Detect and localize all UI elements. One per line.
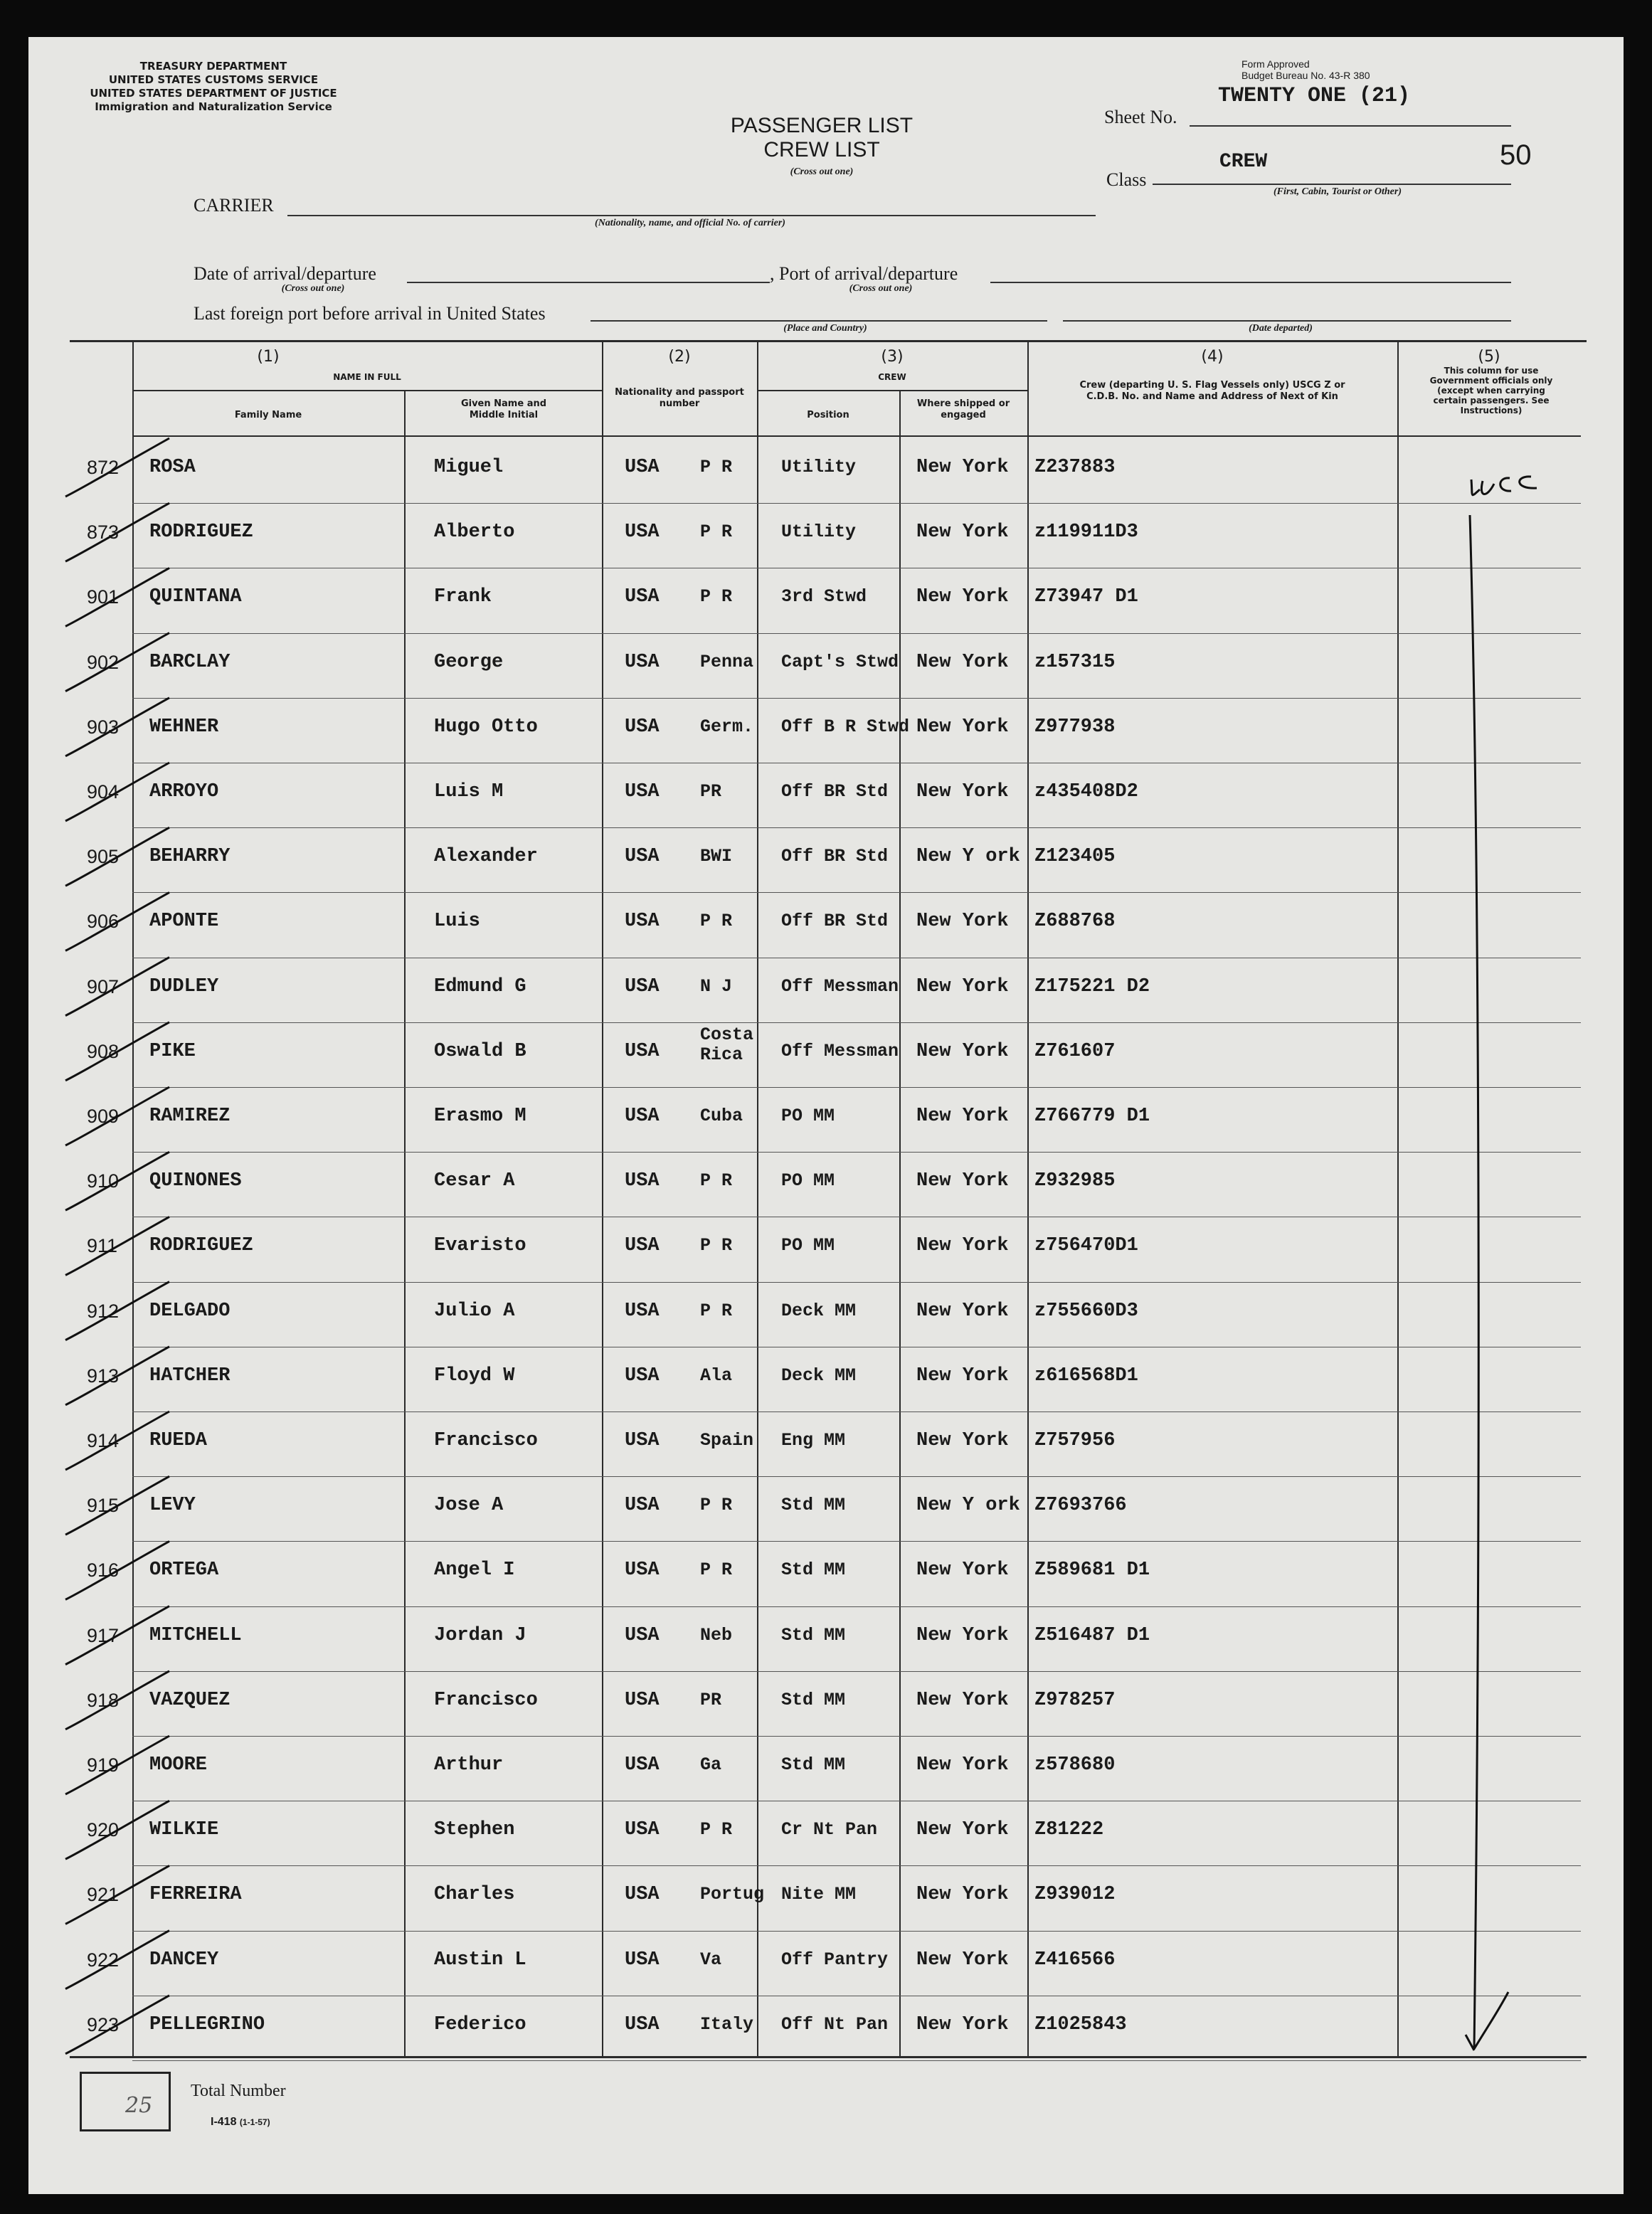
shipped-at: New Y ork <box>916 1495 1020 1517</box>
form-approved: Form Approved <box>1241 58 1310 70</box>
family-name: ARROYO <box>149 781 219 803</box>
crew-position: PO MM <box>781 1170 835 1192</box>
birthplace: Germ. <box>700 716 754 737</box>
family-name: WILKIE <box>149 1819 219 1841</box>
row-number: 910 <box>87 1170 120 1192</box>
date-note: (Cross out one) <box>281 283 345 294</box>
birthplace: Italy <box>700 2013 754 2035</box>
col1-title: NAME IN FULL <box>333 372 401 382</box>
z-number: Z757956 <box>1034 1430 1116 1451</box>
birthplace: P R <box>700 1300 733 1321</box>
family-name: FERREIRA <box>149 1884 242 1906</box>
birthplace: PR <box>700 781 722 802</box>
family-name: QUINTANA <box>149 586 242 608</box>
row-check-mark <box>65 1541 169 1599</box>
dept-line-3: UNITED STATES DEPARTMENT OF JUSTICE <box>90 87 337 100</box>
birthplace: P R <box>700 521 733 543</box>
row-number: 872 <box>87 457 120 478</box>
last-port-label: Last foreign port before arrival in United States <box>194 303 546 324</box>
nationality: USA <box>625 846 660 868</box>
shipped-at: New York <box>916 1559 1009 1582</box>
row-number: 909 <box>87 1106 120 1127</box>
crew-position: Std MM <box>781 1624 846 1646</box>
birthplace: Penna <box>700 651 754 672</box>
nationality: USA <box>625 781 660 803</box>
crew-position: Off Messman <box>781 975 899 997</box>
row-number: 911 <box>87 1235 118 1257</box>
family-name: BEHARRY <box>149 846 231 868</box>
col4-number: (4) <box>1201 348 1224 366</box>
shipped-at: New York <box>916 1624 1009 1646</box>
birthplace: P R <box>700 1819 733 1840</box>
shipped-at: New York <box>916 716 1009 738</box>
given-name: Evaristo <box>434 1235 526 1257</box>
shipped-at: New York <box>916 521 1009 544</box>
z-number: z756470D1 <box>1034 1235 1138 1257</box>
crew-position: Off Nt Pan <box>781 2013 889 2035</box>
class-note: (First, Cabin, Tourist or Other) <box>1274 186 1402 197</box>
z-number: z616568D1 <box>1034 1365 1138 1387</box>
col3-number: (3) <box>881 348 904 366</box>
crew-position: Off Messman <box>781 1040 899 1061</box>
row-check-mark <box>65 1347 169 1405</box>
shipped-at: New York <box>916 1949 1009 1971</box>
z-number: Z237883 <box>1034 457 1116 478</box>
row-check-mark <box>65 827 169 886</box>
shipped-at: New York <box>916 1300 1009 1322</box>
birthplace: P R <box>700 1559 733 1581</box>
form-code-number: I-418 <box>211 2116 237 2128</box>
shipped-at: New York <box>916 1170 1009 1192</box>
nationality: USA <box>625 1300 660 1322</box>
shipped-at: New York <box>916 781 1009 803</box>
z-number: Z932985 <box>1034 1170 1116 1192</box>
row-number: 903 <box>87 716 120 738</box>
given-name: Alexander <box>434 846 538 868</box>
row-number: 902 <box>87 651 120 673</box>
col2-title: Nationality and passport number <box>615 387 744 409</box>
row-number: 912 <box>87 1300 120 1322</box>
row-check-mark <box>65 1736 169 1794</box>
birthplace: Cuba <box>700 1106 743 1126</box>
z-number: z578680 <box>1034 1754 1116 1776</box>
date-departed-note: (Date departed) <box>1249 323 1313 334</box>
birthplace: PR <box>700 1689 722 1710</box>
crew-position: Std MM <box>781 1754 846 1775</box>
row-number: 918 <box>87 1689 120 1711</box>
z-number: z157315 <box>1034 651 1116 673</box>
crew-position: Deck MM <box>781 1365 857 1386</box>
family-name: QUINONES <box>149 1170 242 1192</box>
total-label: Total Number <box>191 2082 286 2100</box>
birthplace: Neb <box>700 1624 733 1646</box>
given-name: Luis <box>434 911 480 933</box>
z-number: z119911D3 <box>1034 521 1138 544</box>
given-name: Floyd W <box>434 1365 515 1387</box>
family-name: RODRIGUEZ <box>149 1235 253 1257</box>
nationality: USA <box>625 2013 660 2035</box>
z-number: Z123405 <box>1034 846 1116 868</box>
nationality: USA <box>625 586 660 608</box>
crew-position: Deck MM <box>781 1300 857 1321</box>
row-number: 907 <box>87 975 120 997</box>
birthplace: P R <box>700 1170 733 1192</box>
birthplace: P R <box>700 1495 733 1516</box>
col1-number: (1) <box>257 348 280 366</box>
carrier-label: CARRIER <box>194 195 274 216</box>
birthplace: Costa Rica <box>700 1024 754 1065</box>
nationality: USA <box>625 1106 660 1127</box>
row-number: 914 <box>87 1430 120 1451</box>
crew-position: Off B R Stwd <box>781 716 910 737</box>
given-name: Jose A <box>434 1495 504 1517</box>
row-check-mark <box>65 1282 169 1340</box>
dept-line-1: TREASURY DEPARTMENT <box>139 60 287 73</box>
shipped-at: New York <box>916 1235 1009 1257</box>
row-number: 901 <box>87 586 120 608</box>
given-name: Francisco <box>434 1689 538 1711</box>
family-name: DANCEY <box>149 1949 219 1971</box>
row-check-mark <box>65 568 169 626</box>
given-name: Arthur <box>434 1754 504 1776</box>
family-name: LEVY <box>149 1495 196 1517</box>
col4-title: Crew (departing U. S. Flag Vessels only) USCG Z or C.D.B. No. and Name and Address of Next of Kin <box>1079 380 1345 402</box>
carrier-note: (Nationality, name, and official No. of carrier) <box>595 218 785 228</box>
nationality: USA <box>625 1040 660 1062</box>
birthplace: Spain <box>700 1430 754 1451</box>
crew-position: Off BR Std <box>781 781 889 802</box>
shipped-at: New York <box>916 1689 1009 1711</box>
col-given-header: Given Name and Middle Initial <box>460 398 547 420</box>
nationality: USA <box>625 1235 660 1257</box>
shipped-at: New York <box>916 1754 1009 1776</box>
z-number: Z73947 D1 <box>1034 586 1138 608</box>
z-number: Z81222 <box>1034 1819 1104 1841</box>
z-number: Z688768 <box>1034 911 1116 933</box>
family-name: MITCHELL <box>149 1624 242 1646</box>
ditto-line <box>1466 515 1508 2050</box>
col5-number: (5) <box>1478 348 1500 366</box>
family-name: MOORE <box>149 1754 208 1776</box>
row-check-mark <box>65 1217 169 1275</box>
row-number: 922 <box>87 1949 120 1971</box>
dept-line-2: UNITED STATES CUSTOMS SERVICE <box>108 73 319 86</box>
crew-position: Std MM <box>781 1559 846 1581</box>
z-number: Z589681 D1 <box>1034 1559 1150 1582</box>
shipped-at: New York <box>916 2013 1009 2035</box>
family-name: HATCHER <box>149 1365 231 1387</box>
col-family-header: Family Name <box>234 410 302 420</box>
page-number: 50 <box>1500 139 1532 171</box>
row-number: 873 <box>87 521 120 544</box>
family-name: APONTE <box>149 911 219 933</box>
family-name: VAZQUEZ <box>149 1689 231 1711</box>
given-name: Jordan J <box>434 1624 526 1646</box>
row-check-mark <box>65 1411 169 1470</box>
crew-position: PO MM <box>781 1235 835 1256</box>
col3-title: CREW <box>878 372 906 382</box>
family-name: PIKE <box>149 1040 196 1062</box>
row-number: 919 <box>87 1754 120 1776</box>
row-check-mark <box>65 1996 169 2054</box>
crew-position: 3rd Stwd <box>781 586 867 608</box>
row-check-mark <box>65 763 169 821</box>
given-name: Oswald B <box>434 1040 526 1062</box>
row-number: 916 <box>87 1559 120 1582</box>
row-number: 905 <box>87 846 120 868</box>
family-name: RUEDA <box>149 1430 208 1451</box>
given-name: Federico <box>434 2013 526 2035</box>
nationality: USA <box>625 716 660 738</box>
col-position-header: Position <box>807 410 849 420</box>
nationality: USA <box>625 651 660 673</box>
row-check-mark <box>65 698 169 756</box>
row-check-mark <box>65 1022 169 1081</box>
shipped-at: New York <box>916 1040 1009 1062</box>
shipped-at: New York <box>916 1430 1009 1451</box>
row-number: 904 <box>87 781 120 803</box>
shipped-at: New York <box>916 911 1009 933</box>
row-number: 920 <box>87 1819 120 1841</box>
nationality: USA <box>625 1884 660 1906</box>
given-name: Erasmo M <box>434 1106 526 1127</box>
class-value: CREW <box>1219 151 1268 173</box>
crew-position: Std MM <box>781 1689 846 1710</box>
z-number: z435408D2 <box>1034 781 1138 803</box>
nationality: USA <box>625 457 660 478</box>
row-check-mark <box>65 633 169 692</box>
col5-title: This column for use Government officials only (except when carrying certain passengers. See Instructions) <box>1429 366 1553 415</box>
given-name: Luis M <box>434 781 504 803</box>
row-check-mark <box>65 503 169 561</box>
shipped-at: New York <box>916 1819 1009 1841</box>
row-check-mark <box>65 1931 169 1989</box>
z-number: Z175221 D2 <box>1034 975 1150 997</box>
given-name: Hugo Otto <box>434 716 538 738</box>
given-name: Austin L <box>434 1949 526 1971</box>
row-check-mark <box>65 1865 169 1924</box>
place-note: (Place and Country) <box>783 323 867 334</box>
nationality: USA <box>625 1559 660 1582</box>
nationality: USA <box>625 1689 660 1711</box>
family-name: BARCLAY <box>149 651 231 673</box>
family-name: ORTEGA <box>149 1559 219 1582</box>
birthplace: Portug <box>700 1884 765 1905</box>
shipped-at: New York <box>916 457 1009 478</box>
birthplace: P R <box>700 457 733 477</box>
family-name: ROSA <box>149 457 196 478</box>
nationality: USA <box>625 1949 660 1971</box>
total-value: 25 <box>125 2093 153 2118</box>
crew-position: Utility <box>781 457 857 477</box>
z-number: Z761607 <box>1034 1040 1116 1062</box>
z-number: Z1025843 <box>1034 2013 1127 2035</box>
family-name: WEHNER <box>149 716 219 738</box>
row-number: 923 <box>87 2013 120 2035</box>
class-label: Class <box>1106 169 1147 190</box>
birthplace: P R <box>700 1235 733 1256</box>
row-check-mark <box>65 1606 169 1665</box>
crew-position: Off BR Std <box>781 911 889 932</box>
crew-position: Eng MM <box>781 1430 846 1451</box>
col2-number: (2) <box>668 348 691 366</box>
form-code <box>211 2116 270 2129</box>
crew-position: Off BR Std <box>781 846 889 867</box>
row-number: 915 <box>87 1495 120 1517</box>
z-number: Z416566 <box>1034 1949 1116 1971</box>
family-name: RODRIGUEZ <box>149 521 253 544</box>
nationality: USA <box>625 911 660 933</box>
shipped-at: New York <box>916 1884 1009 1906</box>
birthplace: Ala <box>700 1365 733 1386</box>
row-check-mark <box>65 892 169 950</box>
given-name: Julio A <box>434 1300 515 1322</box>
row-check-mark <box>65 958 169 1016</box>
shipped-at: New York <box>916 651 1009 673</box>
nationality: USA <box>625 1624 660 1646</box>
row-check-mark <box>65 1476 169 1535</box>
title-passenger-list: PASSENGER LIST <box>730 114 914 137</box>
port-note: (Cross out one) <box>849 283 913 294</box>
nationality: USA <box>625 1430 660 1451</box>
sheet-value: TWENTY ONE (21) <box>1218 84 1411 108</box>
birthplace: Ga <box>700 1754 722 1775</box>
nationality: USA <box>625 1754 660 1776</box>
nationality: USA <box>625 1170 660 1192</box>
given-name: Stephen <box>434 1819 515 1841</box>
shipped-at: New York <box>916 586 1009 608</box>
z-number: Z939012 <box>1034 1884 1116 1906</box>
nationality: USA <box>625 1819 660 1841</box>
crew-position: Utility <box>781 521 857 543</box>
sheet-label: Sheet No. <box>1104 107 1177 127</box>
shipped-at: New Y ork <box>916 846 1020 868</box>
row-number: 913 <box>87 1365 120 1387</box>
birthplace: BWI <box>700 846 733 867</box>
row-check-mark <box>65 1152 169 1210</box>
nationality: USA <box>625 975 660 997</box>
nationality: USA <box>625 1365 660 1387</box>
row-check-mark <box>65 1087 169 1145</box>
nationality: USA <box>625 1495 660 1517</box>
family-name: PELLEGRINO <box>149 2013 265 2035</box>
birthplace: P R <box>700 911 733 932</box>
family-name: RAMIREZ <box>149 1106 231 1127</box>
birthplace: Va <box>700 1949 722 1970</box>
row-check-mark <box>65 1801 169 1859</box>
shipped-at: New York <box>916 1365 1009 1387</box>
crew-position: Off Pantry <box>781 1949 889 1970</box>
crew-position: Std MM <box>781 1495 846 1516</box>
form-code-date: (1-1-57) <box>239 2117 270 2127</box>
crew-position: Capt's Stwd <box>781 651 899 672</box>
z-number: z755660D3 <box>1034 1300 1138 1322</box>
date-label: Date of arrival/departure <box>194 263 376 284</box>
given-name: Miguel <box>434 457 504 478</box>
port-label: , Port of arrival/departure <box>770 263 958 284</box>
given-name: Edmund G <box>434 975 526 997</box>
shipped-at: New York <box>916 975 1009 997</box>
z-number: Z977938 <box>1034 716 1116 738</box>
birthplace: P R <box>700 586 733 608</box>
given-name: Angel I <box>434 1559 515 1582</box>
z-number: Z978257 <box>1034 1689 1116 1711</box>
z-number: Z7693766 <box>1034 1495 1127 1517</box>
given-name: Frank <box>434 586 492 608</box>
given-name: George <box>434 651 504 673</box>
row-number: 908 <box>87 1040 120 1062</box>
family-name: DUDLEY <box>149 975 219 997</box>
birthplace: N J <box>700 975 733 997</box>
row-number: 906 <box>87 911 120 933</box>
budget-bureau: Budget Bureau No. 43-R 380 <box>1241 70 1370 81</box>
nationality: USA <box>625 521 660 544</box>
z-number: Z766779 D1 <box>1034 1106 1150 1127</box>
title-note: (Cross out one) <box>790 166 854 177</box>
row-check-mark <box>65 438 169 497</box>
row-number: 921 <box>87 1884 120 1906</box>
crew-position: PO MM <box>781 1106 835 1126</box>
given-name: Charles <box>434 1884 515 1906</box>
crew-position: Nite MM <box>781 1884 857 1905</box>
col-shipped-header: Where shipped or engaged <box>916 398 1010 420</box>
row-number: 917 <box>87 1624 120 1646</box>
shipped-at: New York <box>916 1106 1009 1127</box>
given-name: Alberto <box>434 521 515 544</box>
given-name: Francisco <box>434 1430 538 1451</box>
given-name: Cesar A <box>434 1170 515 1192</box>
z-number: Z516487 D1 <box>1034 1624 1150 1646</box>
family-name: DELGADO <box>149 1300 231 1322</box>
crew-position: Cr Nt Pan <box>781 1819 878 1840</box>
row-check-mark <box>65 1671 169 1730</box>
title-crew-list: CREW LIST <box>763 138 880 161</box>
dept-line-4: Immigration and Naturalization Service <box>95 100 332 113</box>
